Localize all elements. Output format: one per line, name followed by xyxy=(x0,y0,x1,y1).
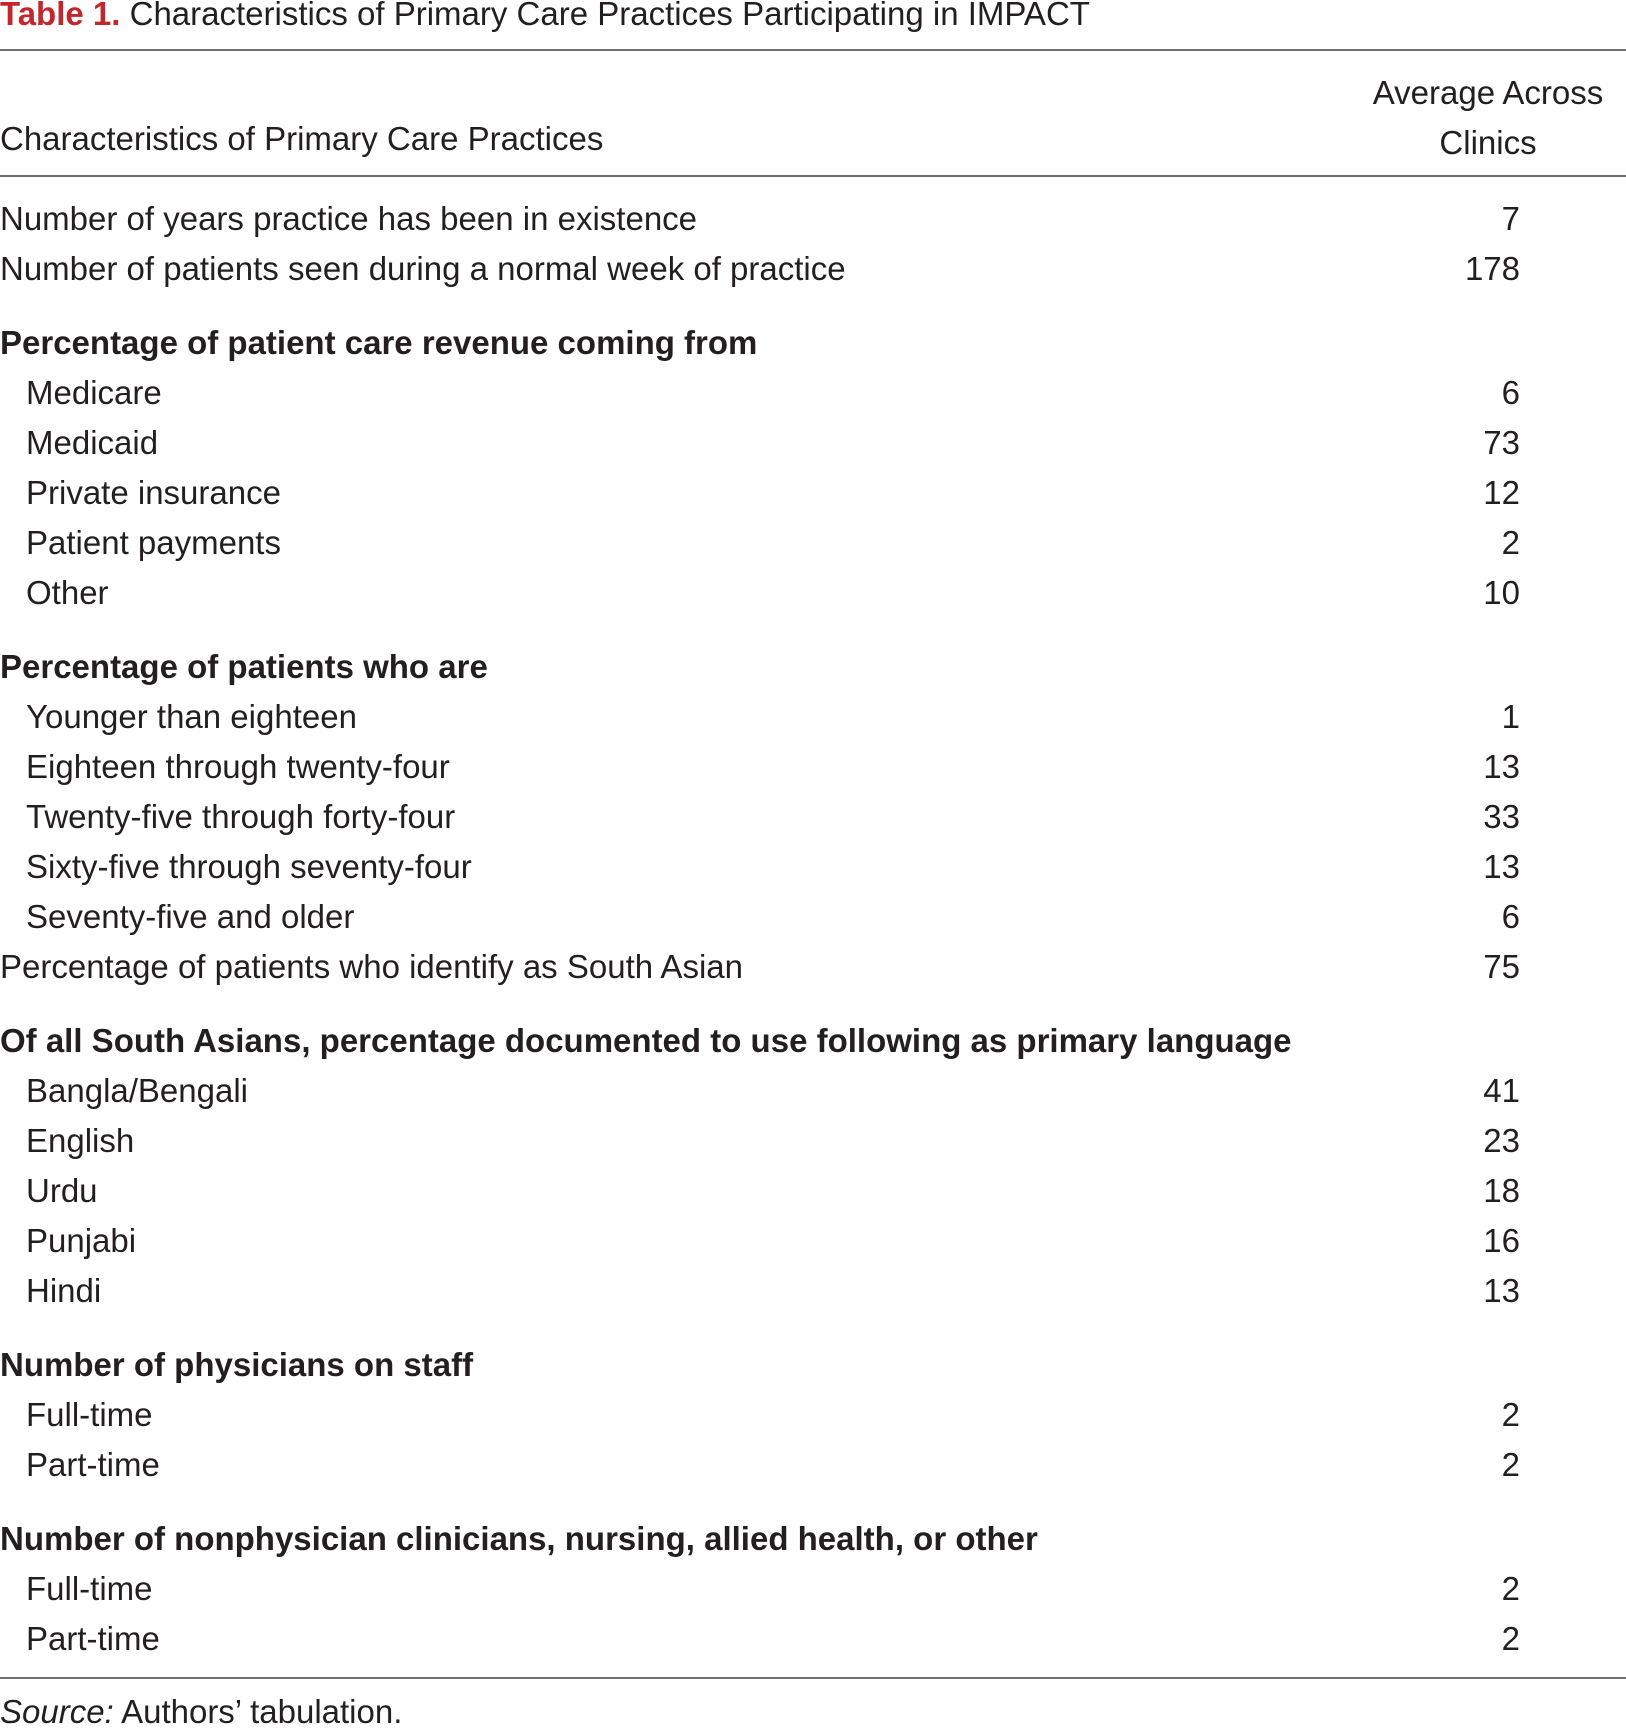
table-row xyxy=(0,1066,1626,1116)
table-row xyxy=(0,742,1626,792)
row-label: Of all South Asians, percentage documented to use following as primary language xyxy=(0,1022,1292,1059)
section-heading xyxy=(0,318,1626,368)
row-value: 7 xyxy=(1501,200,1520,237)
table-body xyxy=(0,194,1626,1664)
row-value: 16 xyxy=(1483,1222,1520,1259)
row-label: Number of nonphysician clinicians, nursing, allied health, or other xyxy=(0,1520,1038,1557)
source-note xyxy=(0,1692,402,1732)
row-value: 2 xyxy=(1501,1396,1520,1433)
row-label: Number of patients seen during a normal week of practice xyxy=(0,250,846,287)
row-value: 75 xyxy=(1483,948,1520,985)
row-value: 73 xyxy=(1483,424,1520,461)
row-label: English xyxy=(26,1122,135,1159)
row-label: Private insurance xyxy=(26,474,281,511)
row-value: 2 xyxy=(1501,1570,1520,1607)
row-value: 1 xyxy=(1501,698,1520,735)
row-label: Sixty-five through seventy-four xyxy=(26,848,472,885)
row-value: 18 xyxy=(1483,1172,1520,1209)
section-heading xyxy=(0,1016,1626,1066)
table-row xyxy=(0,1116,1626,1166)
row-label: Eighteen through twenty-four xyxy=(26,748,450,785)
table-row xyxy=(0,244,1626,294)
row-value: 23 xyxy=(1483,1122,1520,1159)
source-text: Authors’ tabulation. xyxy=(113,1693,403,1730)
section-heading xyxy=(0,1514,1626,1564)
row-label: Percentage of patients who identify as South Asian xyxy=(0,948,743,985)
row-label: Patient payments xyxy=(26,524,281,561)
table-row xyxy=(0,1614,1626,1664)
row-label: Bangla/Bengali xyxy=(26,1072,249,1109)
row-value: 2 xyxy=(1501,524,1520,561)
row-value: 2 xyxy=(1501,1620,1520,1657)
row-label: Percentage of patient care revenue coming from xyxy=(0,324,758,361)
row-label: Urdu xyxy=(26,1172,98,1209)
row-value: 10 xyxy=(1483,574,1520,611)
row-value: 178 xyxy=(1464,250,1520,287)
row-label: Part-time xyxy=(26,1446,160,1483)
table-row xyxy=(0,418,1626,468)
table-number: Table 1. xyxy=(0,0,121,32)
table-row xyxy=(0,1440,1626,1490)
row-value: 13 xyxy=(1483,1272,1520,1309)
row-label: Medicare xyxy=(26,374,162,411)
column-header-average: Average Across Clinics xyxy=(1372,74,1604,161)
table-row xyxy=(0,468,1626,518)
row-value: 6 xyxy=(1501,374,1520,411)
row-label: Number of physicians on staff xyxy=(0,1346,474,1383)
row-value: 41 xyxy=(1483,1072,1520,1109)
row-label: Seventy-five and older xyxy=(26,898,355,935)
table-title: Characteristics of Primary Care Practices Participating in IMPACT xyxy=(129,0,1090,32)
table-row xyxy=(0,942,1626,992)
row-label: Younger than eighteen xyxy=(26,698,357,735)
table-row xyxy=(0,1266,1626,1316)
table-row xyxy=(0,568,1626,618)
table-caption xyxy=(0,0,1090,34)
table-row xyxy=(0,842,1626,892)
row-value: 33 xyxy=(1483,798,1520,835)
table-row xyxy=(0,1564,1626,1614)
row-label: Full-time xyxy=(26,1396,153,1433)
row-value: 13 xyxy=(1483,848,1520,885)
row-label: Part-time xyxy=(26,1620,160,1657)
bottom-rule xyxy=(0,1677,1626,1679)
section-heading xyxy=(0,642,1626,692)
column-header-characteristics: Characteristics of Primary Care Practices xyxy=(0,120,604,157)
row-label: Percentage of patients who are xyxy=(0,648,488,685)
row-value: 6 xyxy=(1501,898,1520,935)
top-rule xyxy=(0,49,1626,51)
table-row xyxy=(0,892,1626,942)
table-row xyxy=(0,368,1626,418)
row-value: 12 xyxy=(1483,474,1520,511)
table-row xyxy=(0,1216,1626,1266)
table-row xyxy=(0,1390,1626,1440)
table-row xyxy=(0,194,1626,244)
row-label: Twenty-five through forty-four xyxy=(26,798,456,835)
table-row xyxy=(0,792,1626,842)
source-label: Source: xyxy=(0,1693,114,1730)
row-label: Punjabi xyxy=(26,1222,137,1259)
row-label: Hindi xyxy=(26,1272,102,1309)
row-value: 2 xyxy=(1501,1446,1520,1483)
row-value: 13 xyxy=(1483,748,1520,785)
row-label: Number of years practice has been in existence xyxy=(0,200,698,237)
row-label: Full-time xyxy=(26,1570,153,1607)
table-row xyxy=(0,692,1626,742)
section-heading xyxy=(0,1340,1626,1390)
table-row xyxy=(0,1166,1626,1216)
header-rule xyxy=(0,175,1626,177)
row-label: Medicaid xyxy=(26,424,159,461)
table-row xyxy=(0,518,1626,568)
row-label: Other xyxy=(26,574,109,611)
